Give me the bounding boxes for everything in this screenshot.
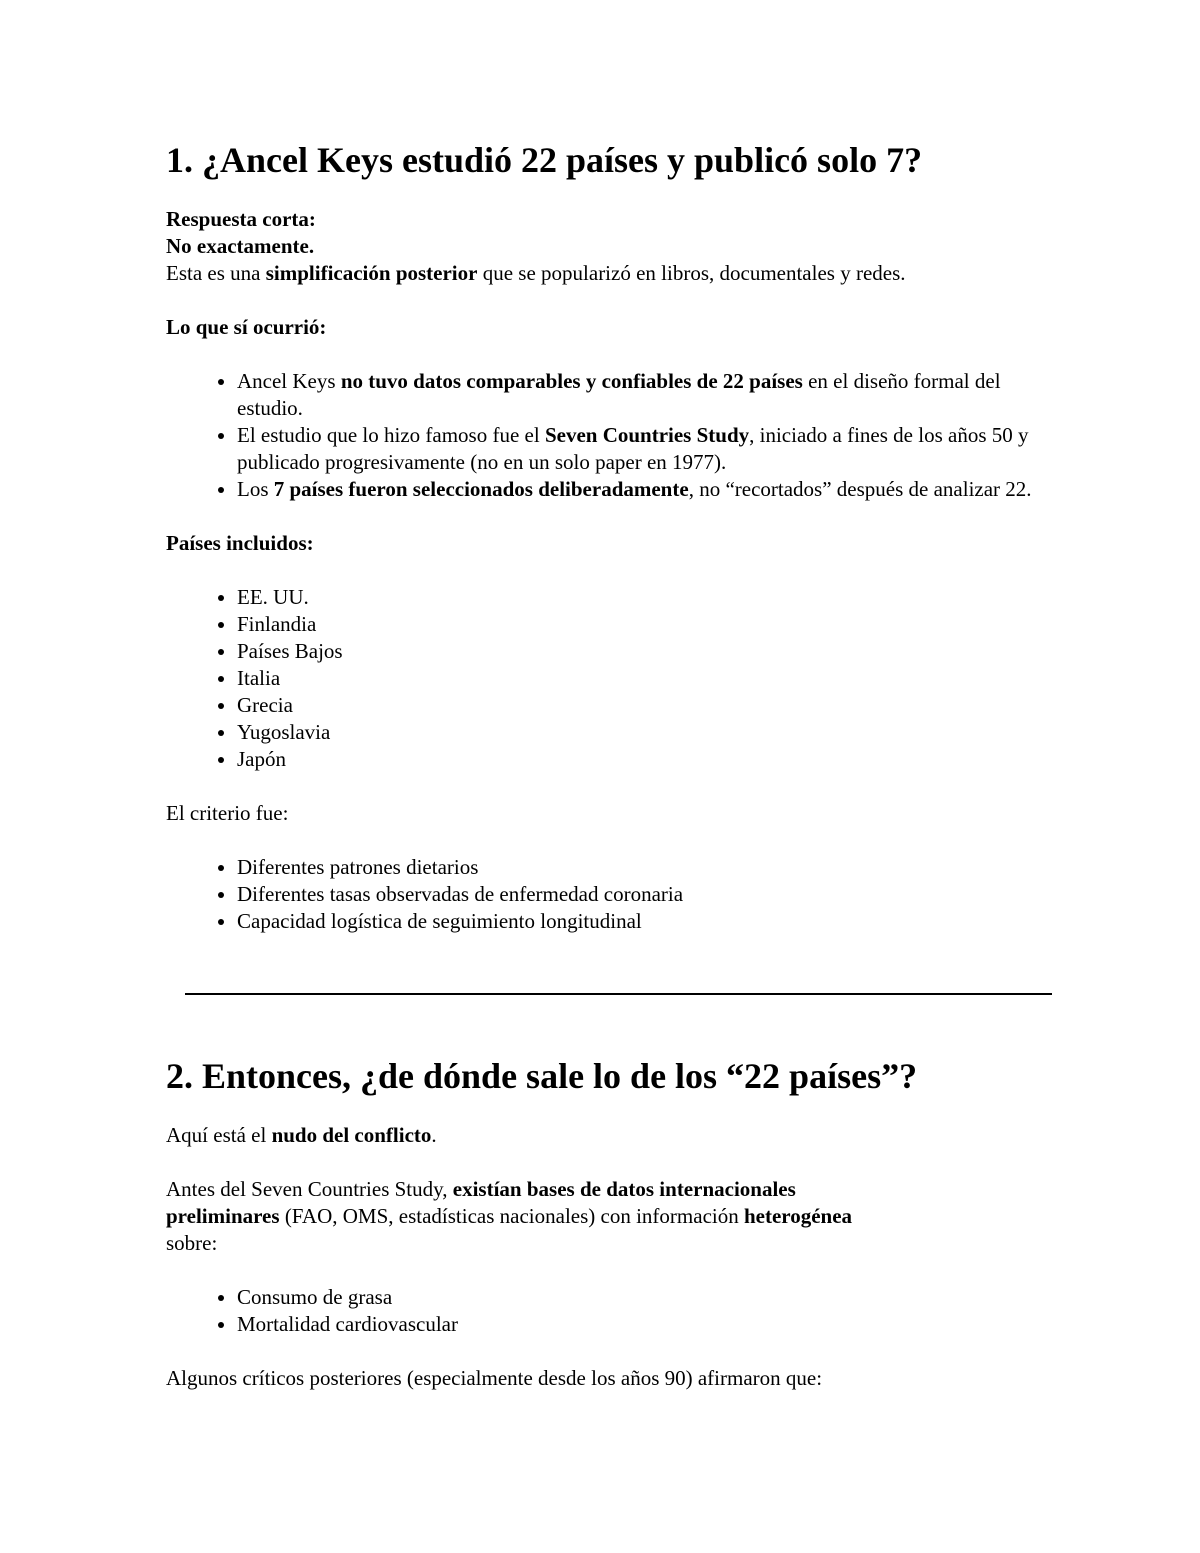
list-item: • Diferentes tasas observadas de enfermedad coronaria xyxy=(237,881,1046,908)
list-item: • Mortalidad cardiovascular xyxy=(237,1311,1046,1338)
list-item: • Finlandia xyxy=(237,611,1046,638)
short-answer-intro: Esta es una simplificación posterior que se popularizó en libros, documentales y redes. xyxy=(166,261,906,285)
knot-paragraph: Aquí está el nudo del conflicto. xyxy=(166,1123,437,1147)
countries-label: Países incluidos: xyxy=(166,531,314,555)
before-study-paragraph: Antes del Seven Countries Study, existían bases de datos internacionales preliminares (FAO, OMS, estadísticas nacionales) con información heterogénea sobre: xyxy=(166,1177,853,1255)
list-item: • EE. UU. xyxy=(237,584,1046,611)
what-happened-list xyxy=(166,368,1046,503)
section-1 xyxy=(166,136,1046,935)
section-2-title: 2. Entonces, ¿de dónde sale lo de los “22 países”? xyxy=(166,1056,918,1096)
criteria-label: El criterio fue: xyxy=(166,801,289,825)
list-item: • Capacidad logística de seguimiento longitudinal xyxy=(237,908,1046,935)
criteria-list xyxy=(166,854,1046,935)
short-answer-label: Respuesta corta: xyxy=(166,207,316,231)
countries-list xyxy=(166,584,1046,773)
short-answer-value: No exactamente. xyxy=(166,234,315,258)
list-item: • Japón xyxy=(237,746,1046,773)
list-item: • Ancel Keys no tuvo datos comparables y confiables de 22 países en el diseño formal del estudio. xyxy=(237,368,1046,422)
list-item: • Países Bajos xyxy=(237,638,1046,665)
list-item: • Consumo de grasa xyxy=(237,1284,1046,1311)
critics-paragraph: Algunos críticos posteriores (especialmente desde los años 90) afirmaron que: xyxy=(166,1366,823,1390)
section-divider xyxy=(185,993,1052,995)
list-item: • Italia xyxy=(237,665,1046,692)
list-item: • Los 7 países fueron seleccionados deliberadamente, no “recortados” después de analizar 22. xyxy=(237,476,1046,503)
what-happened-label: Lo que sí ocurrió: xyxy=(166,315,327,339)
list-item: • Diferentes patrones dietarios xyxy=(237,854,1046,881)
list-item: • Yugoslavia xyxy=(237,719,1046,746)
list-item: • El estudio que lo hizo famoso fue el Seven Countries Study, iniciado a fines de los años 50 y publicado progresivamente (no en un solo paper en 1977). xyxy=(237,422,1046,476)
list-item: • Grecia xyxy=(237,692,1046,719)
topics-list xyxy=(166,1284,1046,1338)
section-1-title: 1. ¿Ancel Keys estudió 22 países y publicó solo 7? xyxy=(166,140,923,180)
section-2 xyxy=(166,1052,1046,1392)
